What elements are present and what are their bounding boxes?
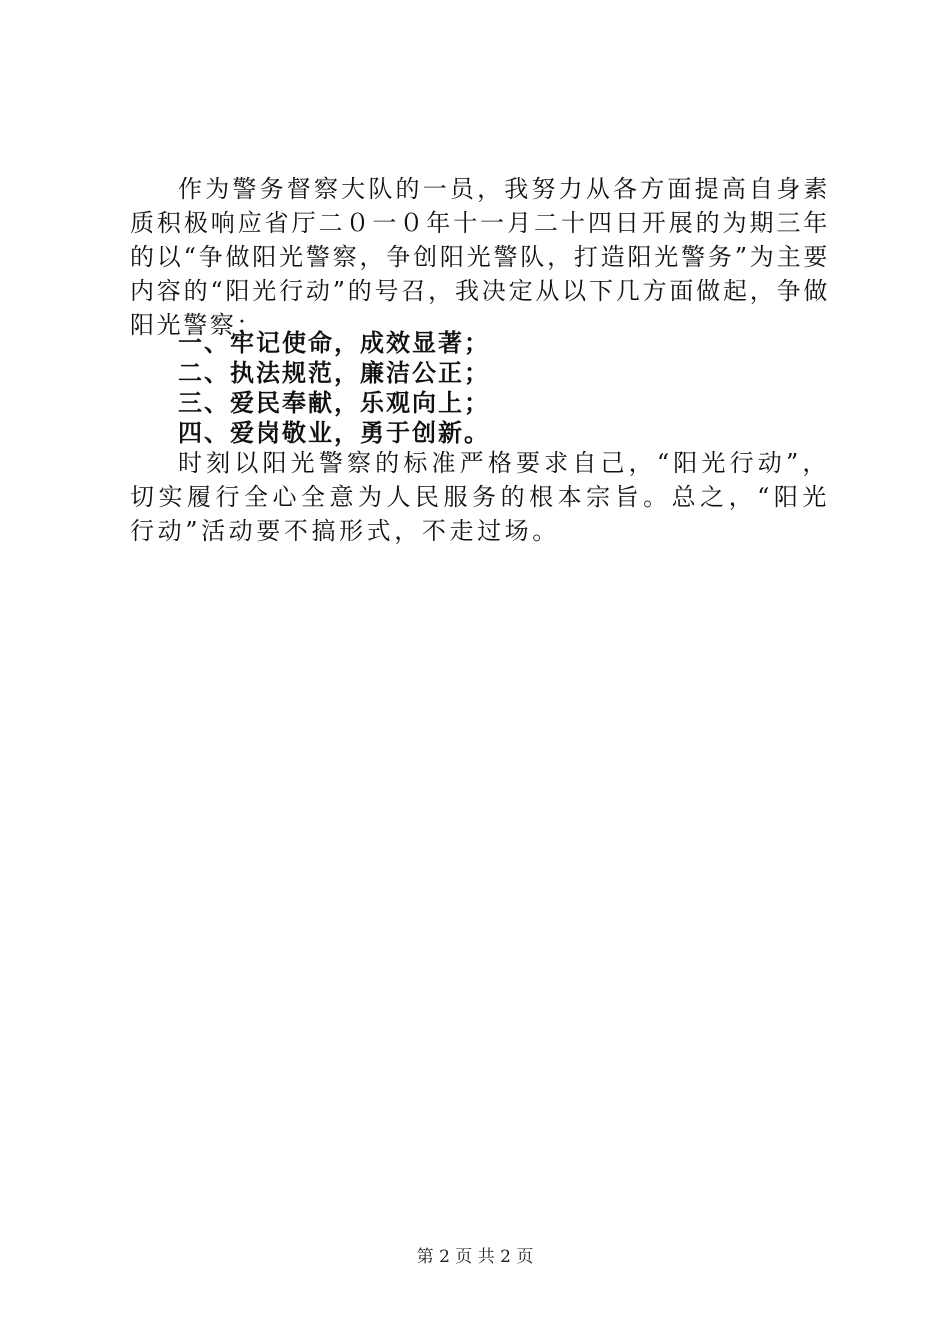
list-item: 二、执法规范，廉洁公正；	[178, 359, 490, 387]
body-paragraph-intro: 作为警务督察大队的一员，我努力从各方面提高自身素质积极响应省厅二０一０年十一月二十四日开展的为期三年的以“争做阳光警察，争创阳光警队，打造阳光警务”为主要内容的“阳光行动”的号召，我决定从以下几方面做起，争做阳光警察：	[130, 175, 830, 339]
list-item: 三、爱民奉献，乐观向上；	[178, 389, 490, 417]
list-item: 一、牢记使命，成效显著；	[178, 329, 490, 357]
list-item: 四、爱岗敬业，勇于创新。	[178, 419, 490, 447]
numbered-list	[178, 328, 490, 448]
body-paragraph-closing: 时刻以阳光警察的标准严格要求自己，“阳光行动”，切实履行全心全意为人民服务的根本宗旨。总之，“阳光行动”活动要不搞形式，不走过场。	[130, 449, 830, 545]
page-number-footer: 第 2 页 共 2 页	[416, 1247, 534, 1267]
